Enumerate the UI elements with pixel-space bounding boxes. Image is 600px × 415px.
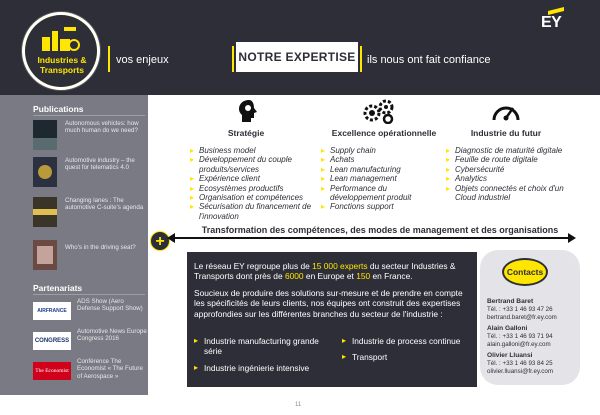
contacts-badge[interactable]: Contacts: [502, 258, 548, 286]
branch-item: ▸ Industrie manufacturing grande série: [194, 336, 334, 357]
partner-title: ADS Show (Aero Defense Support Show): [77, 298, 143, 313]
branch-item: ▸ Industrie ingénierie intensive: [194, 363, 334, 373]
publication-title: Changing lanes : The automotive C-suite's agenda: [65, 197, 144, 212]
partner-title: Automotive News Europe Congress 2016: [77, 328, 147, 343]
list-item: ▸ Cybersécurité: [446, 165, 586, 174]
list-item: ▸ Business model: [190, 146, 315, 155]
contact-email[interactable]: olivier.lluansi@fr.ey.com: [487, 367, 553, 375]
contact-email[interactable]: bertrand.baret@fr.ey.com: [487, 313, 557, 321]
partner-item[interactable]: [33, 298, 148, 330]
contact-name: Olivier Lluansi: [487, 352, 533, 359]
column-title-strategie: Stratégie: [227, 128, 265, 138]
contact-name: Bertrand Baret: [487, 298, 534, 305]
list-item: ▸ Fonctions support: [321, 202, 431, 211]
publication-thumbnail: [33, 157, 57, 187]
partner-title: Conférence The Economist « The Future of Aerospace »: [77, 358, 143, 380]
strategie-list: [190, 146, 315, 221]
publications-title: Publications: [33, 104, 84, 114]
excellence-list: [321, 146, 431, 212]
contact-card: [487, 352, 579, 375]
sector-badge-inner: [25, 15, 97, 87]
highlight-experts: 15 000 experts: [312, 261, 368, 271]
transformation-caption: Transformation des compétences, des modes de management et des organisations: [201, 225, 559, 235]
nav-separator: [232, 46, 234, 72]
ey-logo: EY: [541, 14, 562, 31]
list-item: ▸ Ecosystèmes productifs: [190, 184, 315, 193]
list-item: ▸ Diagnostic de maturité digitale: [446, 146, 586, 155]
gauge-icon: [491, 98, 521, 124]
double-arrow-line: [170, 237, 573, 239]
list-item: ▸ Analytics: [446, 174, 586, 183]
publication-item[interactable]: [33, 157, 148, 189]
industry-icon: [40, 25, 82, 53]
list-item: ▸ Lean management: [321, 174, 431, 183]
sidebar: [0, 95, 148, 395]
contact-phone: Tél. : +33 1 46 93 84 25: [487, 360, 553, 367]
network-description: Soucieux de produire des solutions sur-mesure et de prendre en compte les spécificités de leurs clients, nos équipes ont construit des expertises approfondies sur les différentes branches du secteur de l'industrie :: [194, 288, 463, 319]
publication-item[interactable]: [33, 240, 148, 272]
network-intro: [194, 261, 472, 282]
partner-logo-airfrance: AIRFRANCE: [33, 302, 71, 320]
list-item: ▸ Organisation et compétences: [190, 193, 315, 202]
gears-icon: [362, 98, 396, 124]
network-panel: [187, 252, 477, 387]
divider: [33, 294, 145, 295]
branch-item: ▸ Industrie de process continue: [342, 336, 477, 346]
highlight-france: 150: [356, 271, 371, 282]
expand-plus-button[interactable]: +: [150, 231, 170, 251]
nav-separator: [360, 46, 362, 72]
contact-name: Alain Galloni: [487, 325, 528, 332]
column-title-industrie-futur: Industrie du futur: [470, 128, 542, 138]
head-gear-icon: [236, 98, 262, 124]
industrie-futur-list: [446, 146, 586, 202]
intro-text: en Europe et: [303, 271, 357, 282]
page-number: 11: [295, 402, 302, 408]
contact-phone: Tél. : +33 1 46 93 47 26: [487, 306, 553, 313]
partner-logo-economist: The Economist: [33, 362, 71, 380]
list-item: ▸ Lean manufacturing: [321, 165, 431, 174]
arrow-left-icon: [167, 233, 175, 243]
nav-ils-nous-ont-fait-confiance[interactable]: ils nous ont fait confiance: [367, 54, 491, 66]
branches-list-left: [194, 336, 334, 373]
publication-title: Automotive industry – the quest for telematics 4.0: [65, 157, 135, 172]
branches-list-right: [342, 336, 477, 363]
publication-thumbnail: [33, 240, 57, 270]
header-bar: [0, 0, 600, 95]
badge-title: Industries & Transports: [37, 55, 87, 75]
partner-logo-congress: CONGRESS: [33, 332, 71, 350]
intro-text: du secteur Industries & Transports dont près de: [194, 261, 456, 282]
list-item: ▸ Sécurisation du financement de l'innovation: [190, 202, 315, 221]
nav-separator: [108, 46, 110, 72]
list-item: ▸ Performance du développement produit: [321, 184, 431, 203]
contact-card: [487, 325, 579, 348]
list-item: ▸ Objets connectés et choix d'un Cloud industriel: [446, 184, 586, 203]
publication-item[interactable]: [33, 120, 148, 152]
nav-vos-enjeux[interactable]: vos enjeux: [116, 54, 169, 66]
contact-card: [487, 298, 579, 321]
branch-item: ▸ Transport: [342, 352, 477, 362]
list-item: ▸ Expérience client: [190, 174, 315, 183]
highlight-europe: 6000: [284, 271, 304, 282]
publication-title: Who's in the driving seat?: [65, 244, 136, 251]
publication-title: Autonomous vehicles: how much human do we need?: [65, 120, 139, 135]
contact-email[interactable]: alain.galloni@fr.ey.com: [487, 340, 551, 348]
publication-thumbnail: [33, 197, 57, 227]
divider: [33, 115, 145, 116]
partner-item[interactable]: [33, 328, 148, 360]
sector-badge[interactable]: [22, 12, 100, 90]
contact-phone: Tél. : +33 1 46 93 71 94: [487, 333, 553, 340]
publication-thumbnail: [33, 120, 57, 150]
column-title-excellence: Excellence opérationnelle: [331, 128, 437, 138]
intro-text: en France.: [370, 271, 413, 282]
publication-item[interactable]: [33, 197, 148, 229]
partenariats-title: Partenariats: [33, 283, 83, 293]
arrow-right-icon: [568, 233, 576, 243]
intro-text: Le réseau EY regroupe plus de: [194, 261, 313, 271]
nav-notre-expertise[interactable]: NOTRE EXPERTISE: [236, 42, 358, 72]
list-item: ▸ Supply chain: [321, 146, 431, 155]
list-item: ▸ Feuille de route digitale: [446, 155, 586, 164]
partner-item[interactable]: [33, 358, 148, 390]
list-item: ▸ Achats: [321, 155, 431, 164]
list-item: ▸ Développement du couple produits/services: [190, 155, 315, 174]
